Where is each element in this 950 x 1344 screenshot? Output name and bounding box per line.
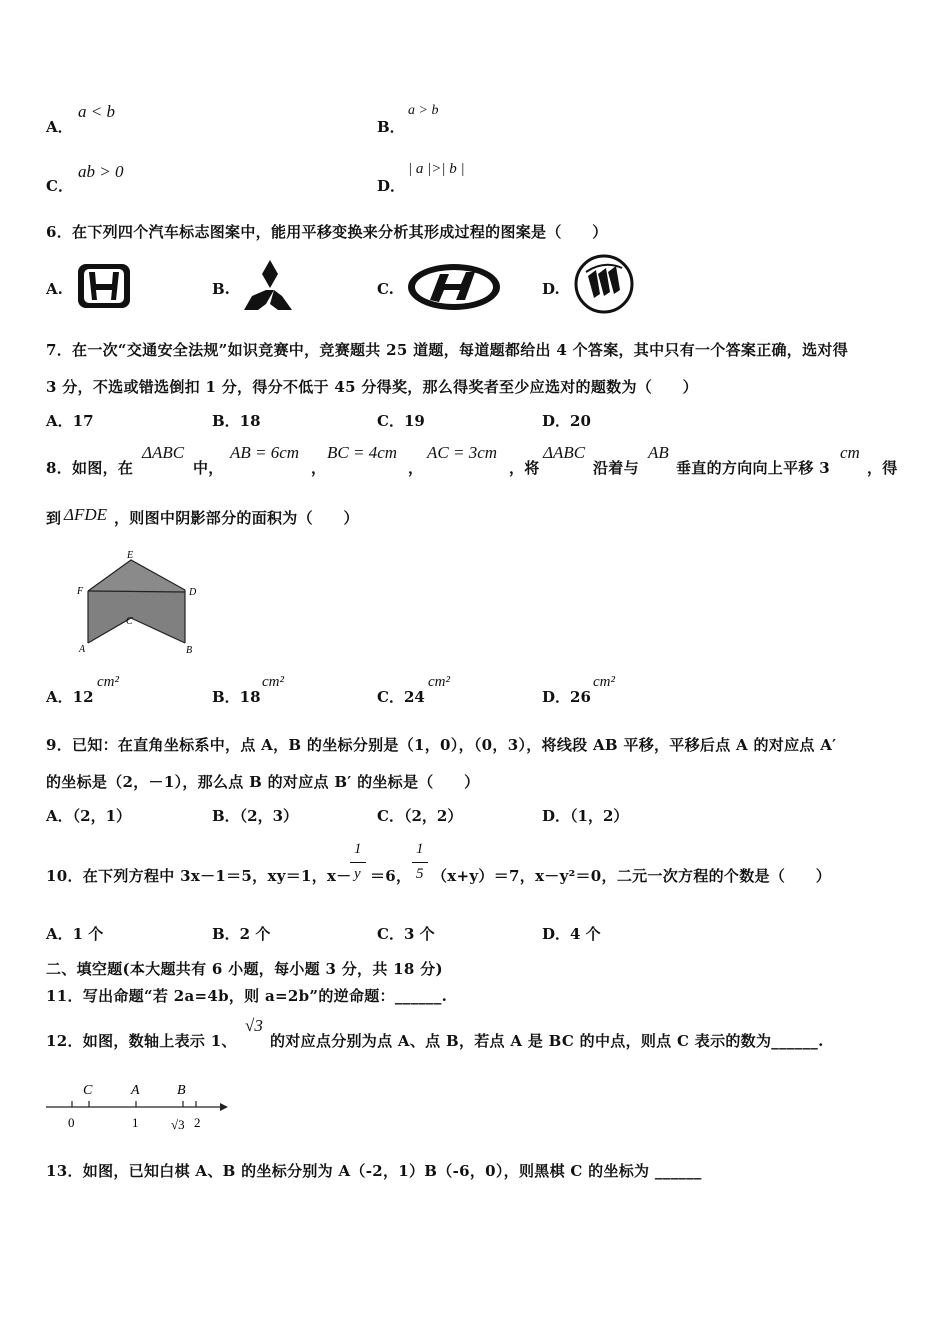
q7-question-line1: 7．在一次“交通安全法规”如识竞赛中，竞赛题共 25 道题，每道题都给出 4 个答案，其中只有一个答案正确，选对得 (46, 341, 848, 359)
mitsubishi-logo-icon (240, 258, 300, 312)
q5-option-b-math: a > b (408, 103, 439, 118)
q12-number-line (40, 1076, 240, 1136)
q8-math-ab-2: AB (648, 443, 669, 462)
q8-math-triangle-abc: ΔABC (142, 443, 185, 462)
q8-fig-label-d: D (189, 587, 197, 598)
q7-option-c: C．19 (377, 412, 425, 430)
q11-question: 11．写出命题“若 2a=4b，则 a=2b”的逆命题：______. (46, 987, 448, 1005)
q8-text-5: ，将 (509, 459, 540, 477)
q8-text-8: ，得 (867, 459, 898, 477)
q8-text-2: 中， (193, 459, 224, 477)
q7-option-d: D．20 (542, 412, 591, 430)
q8-text-7: 垂直的方向向上平移 3 (676, 459, 830, 477)
q7-option-b: B．18 (212, 412, 261, 430)
q8-translation-figure (74, 548, 204, 658)
q8-option-b-unit: cm² (262, 674, 284, 690)
q10-option-c: C．3 个 (377, 925, 435, 943)
hyundai-logo-icon (406, 262, 502, 312)
q8-text-4: ， (408, 459, 424, 477)
q8-fig-label-f: F (77, 586, 84, 597)
q6-question: 6．在下列四个汽车标志图案中，能用平移变换来分析其形成过程的图案是（ ） (46, 223, 608, 241)
q12-axis-tick-2: 2 (194, 1115, 201, 1130)
q8-line2-text-a: 到 (46, 509, 62, 527)
q12-sqrt3: √3 (245, 1016, 263, 1035)
q6-option-a-label: A. (46, 280, 63, 298)
q8-option-d: D．26 (542, 688, 591, 706)
q8-fig-label-e: E (127, 550, 134, 561)
q8-math-cm: cm (840, 443, 860, 462)
q5-option-c-math: ab > 0 (78, 162, 124, 181)
q9-question-line1: 9．已知：在直角坐标系中，点 A，B 的坐标分别是（1，0），（0，3），将线段 AB 平移，平移后点 A 的对应点 A′ (46, 736, 837, 754)
q12-axis-label-a: A (131, 1083, 140, 1098)
q5-option-d-math: | a |>| b | (408, 161, 465, 177)
q8-fig-label-c: C (126, 616, 133, 627)
q10-text-3: （x+y）＝7，x－y²＝0，二元一次方程的个数是（ ） (432, 867, 832, 885)
q9-option-b: B．（2，3） (212, 807, 299, 825)
q12-text-1: 12．如图，数轴上表示 1、 (46, 1032, 237, 1050)
q13-question: 13．如图，已知白棋 A、B 的坐标分别为 A（-2，1）B（-6，0），则黑棋 C 的坐标为 ______ (46, 1162, 702, 1180)
q6-option-c-label: C. (377, 280, 394, 298)
q5-option-c-label: C． (46, 177, 73, 195)
q5-option-b-label: B． (377, 118, 405, 136)
q8-text-3: ， (311, 459, 327, 477)
q8-math-triangle-abc-2: ΔABC (543, 443, 586, 462)
q8-math-ac: AC = 3cm (427, 443, 498, 462)
section-2-heading: 二、填空题(本大题共有 6 小题，每小题 3 分，共 18 分) (46, 960, 443, 978)
q8-option-c: C．24 (377, 688, 425, 706)
q8-option-b: B．18 (212, 688, 261, 706)
q9-option-a: A．（2，1） (46, 807, 132, 825)
q10-frac1-bar (350, 862, 366, 863)
q10-option-a: A．1 个 (46, 925, 104, 943)
q10-frac1-denominator: y (354, 866, 361, 882)
q6-option-b-label: B. (212, 280, 230, 298)
q8-fig-label-a: A (79, 644, 86, 655)
honda-logo-icon (76, 262, 132, 310)
q8-math-ab: AB = 6cm (230, 443, 300, 462)
q5-option-a-label: A． (46, 118, 73, 136)
q10-option-b: B．2 个 (212, 925, 271, 943)
q9-option-c: C．（2，2） (377, 807, 463, 825)
q9-option-d: D．（1，2） (542, 807, 629, 825)
q10-text-2: ＝6， (370, 867, 412, 885)
q6-option-d-label: D. (542, 280, 560, 298)
q10-frac1-numerator: 1 (354, 841, 362, 857)
q8-option-d-unit: cm² (593, 674, 615, 690)
q12-axis-label-c: C (83, 1083, 93, 1098)
q10-frac2-bar (412, 862, 428, 863)
q12-text-2: 的对应点分别为点 A、点 B，若点 A 是 BC 的中点，则点 C 表示的数为______. (270, 1032, 824, 1050)
q10-frac2-numerator: 1 (416, 841, 424, 857)
q10-frac2-denominator: 5 (416, 866, 424, 882)
q5-option-a-math: a < b (78, 102, 115, 121)
q12-axis-tick-sqrt3: √3 (171, 1117, 185, 1132)
q8-math-bc: BC = 4cm (327, 443, 398, 462)
q8-option-c-unit: cm² (428, 674, 450, 690)
q8-fig-label-b: B (186, 645, 193, 656)
q9-question-line2: 的坐标是（2，－1），那么点 B 的对应点 B′ 的坐标是（ ） (46, 773, 480, 791)
q10-text-1: 10．在下列方程中 3x－1＝5，xy＝1，x－ (46, 867, 352, 885)
q8-option-a-unit: cm² (97, 674, 119, 690)
q7-option-a: A．17 (46, 412, 94, 430)
q7-question-line2: 3 分，不选或错选倒扣 1 分，得分不低于 45 分得奖，那么得奖者至少应选对的题数为（ ） (46, 378, 698, 396)
q5-option-d-label: D． (377, 177, 406, 195)
q10-option-d: D．4 个 (542, 925, 601, 943)
buick-logo-icon (574, 254, 634, 314)
q12-axis-tick-0: 0 (68, 1115, 75, 1130)
q8-option-a: A．12 (46, 688, 94, 706)
q12-axis-label-b: B (177, 1083, 186, 1098)
q12-axis-tick-1: 1 (132, 1115, 139, 1130)
q8-text-1: 8．如图，在 (46, 459, 134, 477)
q8-math-triangle-fde: ΔFDE (64, 505, 108, 524)
q8-line2-text-b: ，则图中阴影部分的面积为（ ） (114, 509, 359, 527)
q8-text-6: 沿着与 (593, 459, 639, 477)
